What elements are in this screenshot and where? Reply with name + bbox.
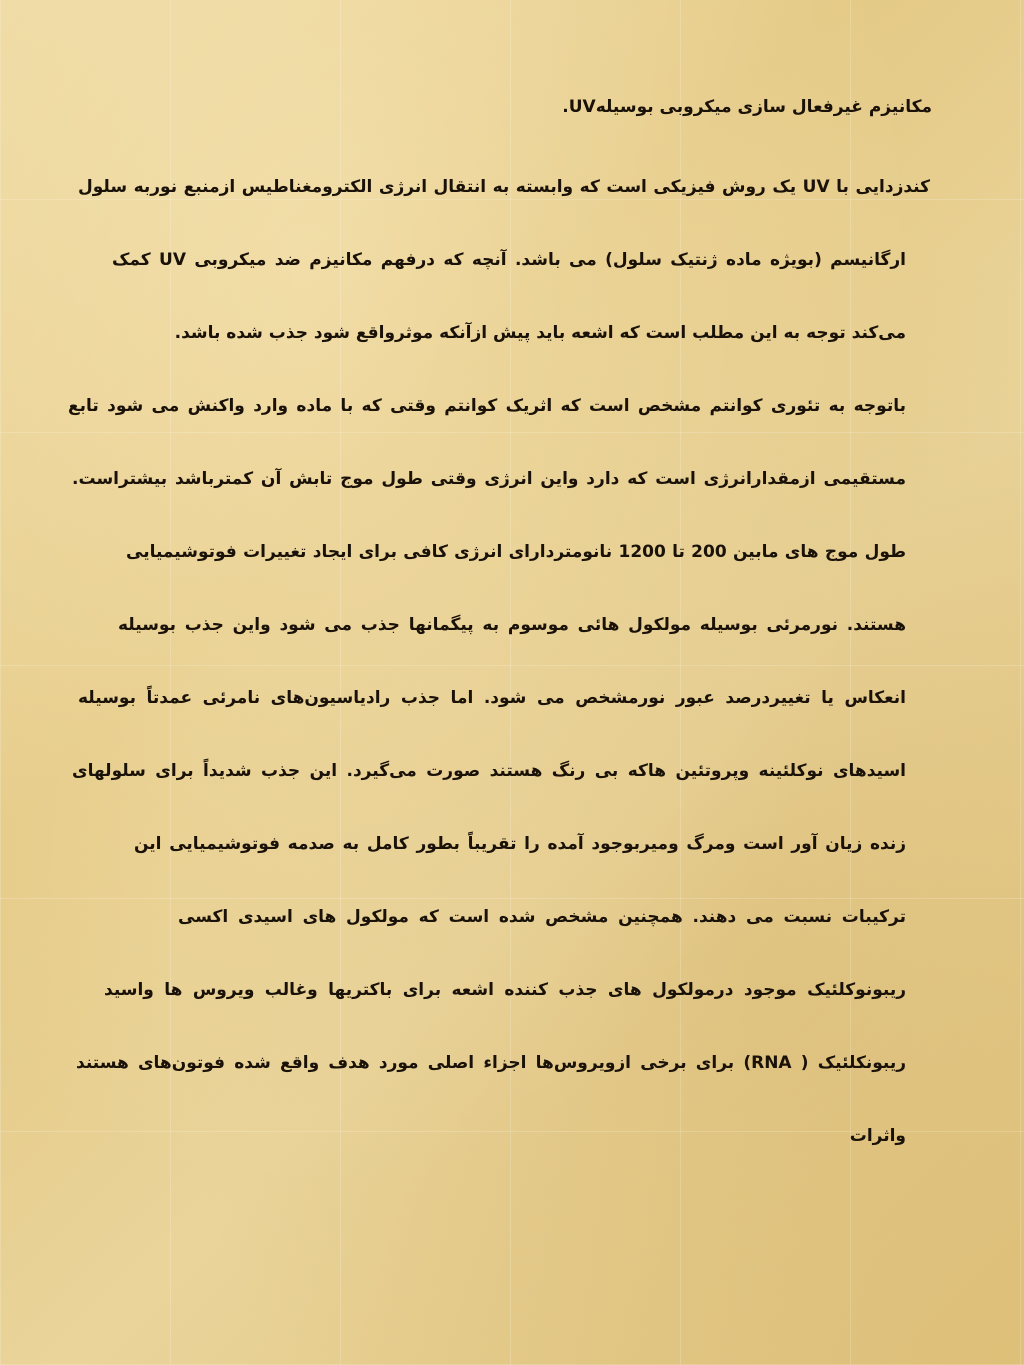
paragraph-line: باتوجه به تئوری کوانتم مشخص است که اثریک کوانتم وقتی که با ماده وارد واکنش می شود تابع	[68, 396, 906, 416]
paragraph-line: ترکیبات نسبت می دهند. همچنین مشخص شده است که مولکول های اسیدی اکسی	[178, 907, 906, 927]
paragraph-line: هستند. نورمرئی بوسیله مولکول هائی موسوم به پیگمانها جذب می شود واین جذب بوسیله	[118, 615, 906, 635]
paragraph-line: زنده زیان آور است ومرگ ومیربوجود آمده را تقریباً بطور کامل به صدمه فوتوشیمیایی این	[134, 834, 906, 854]
paragraph-line: طول موج های مابین 200 تا 1200 نانومتردارای انرژی کافی برای ایجاد تغییرات فوتوشیمیایی	[126, 542, 906, 562]
paragraph-line: ریبونوکلئیک موجود درمولکول های جذب کننده اشعه برای باکتریها وغالب ویروس ها واسید	[104, 980, 906, 1000]
paragraph-line: مستقیمی ازمقدارانرژی است که دارد واین انرژی وقتی طول موج تابش آن کمترباشد بیشتراست.	[72, 469, 906, 489]
paragraph-line: انعکاس یا تغییردرصد عبور نورمشخص می شود. اما جذب رادیاسیون‌های نامرئی عمدتاً بوسیله	[78, 688, 906, 708]
paragraph-line: ریبونکلئیک ( RNA) برای برخی ازویروس‌ها اجزاء اصلی مورد هدف واقع شده فوتون‌های هستند	[76, 1053, 906, 1073]
paragraph-line: کندزدایی با UV یک روش فیزیکی است که وابسته به انتقال انرژی الکترومغناطیس ازمنبع نوربه سلول	[78, 177, 931, 197]
paragraph-line: اسیدهای نوکلئینه وپروتئین هاکه بی رنگ هستند صورت می‌گیرد. این جذب شدیداً برای سلولهای	[72, 761, 906, 781]
paragraph-line: واثرات	[849, 1126, 906, 1146]
paragraph-line: ارگانیسم (بویژه ماده ژنتیک سلول) می باشد. آنچه که درفهم مکانیزم ضد میکروبی UV کمک	[112, 250, 907, 270]
paragraph-line: می‌کند توجه به این مطلب است که اشعه باید پیش ازآنکه موثرواقع شود جذب شده باشد.	[174, 323, 906, 343]
document-title: مکانیزم غیرفعال سازی میکروبی بوسیلهUV.	[562, 97, 932, 117]
